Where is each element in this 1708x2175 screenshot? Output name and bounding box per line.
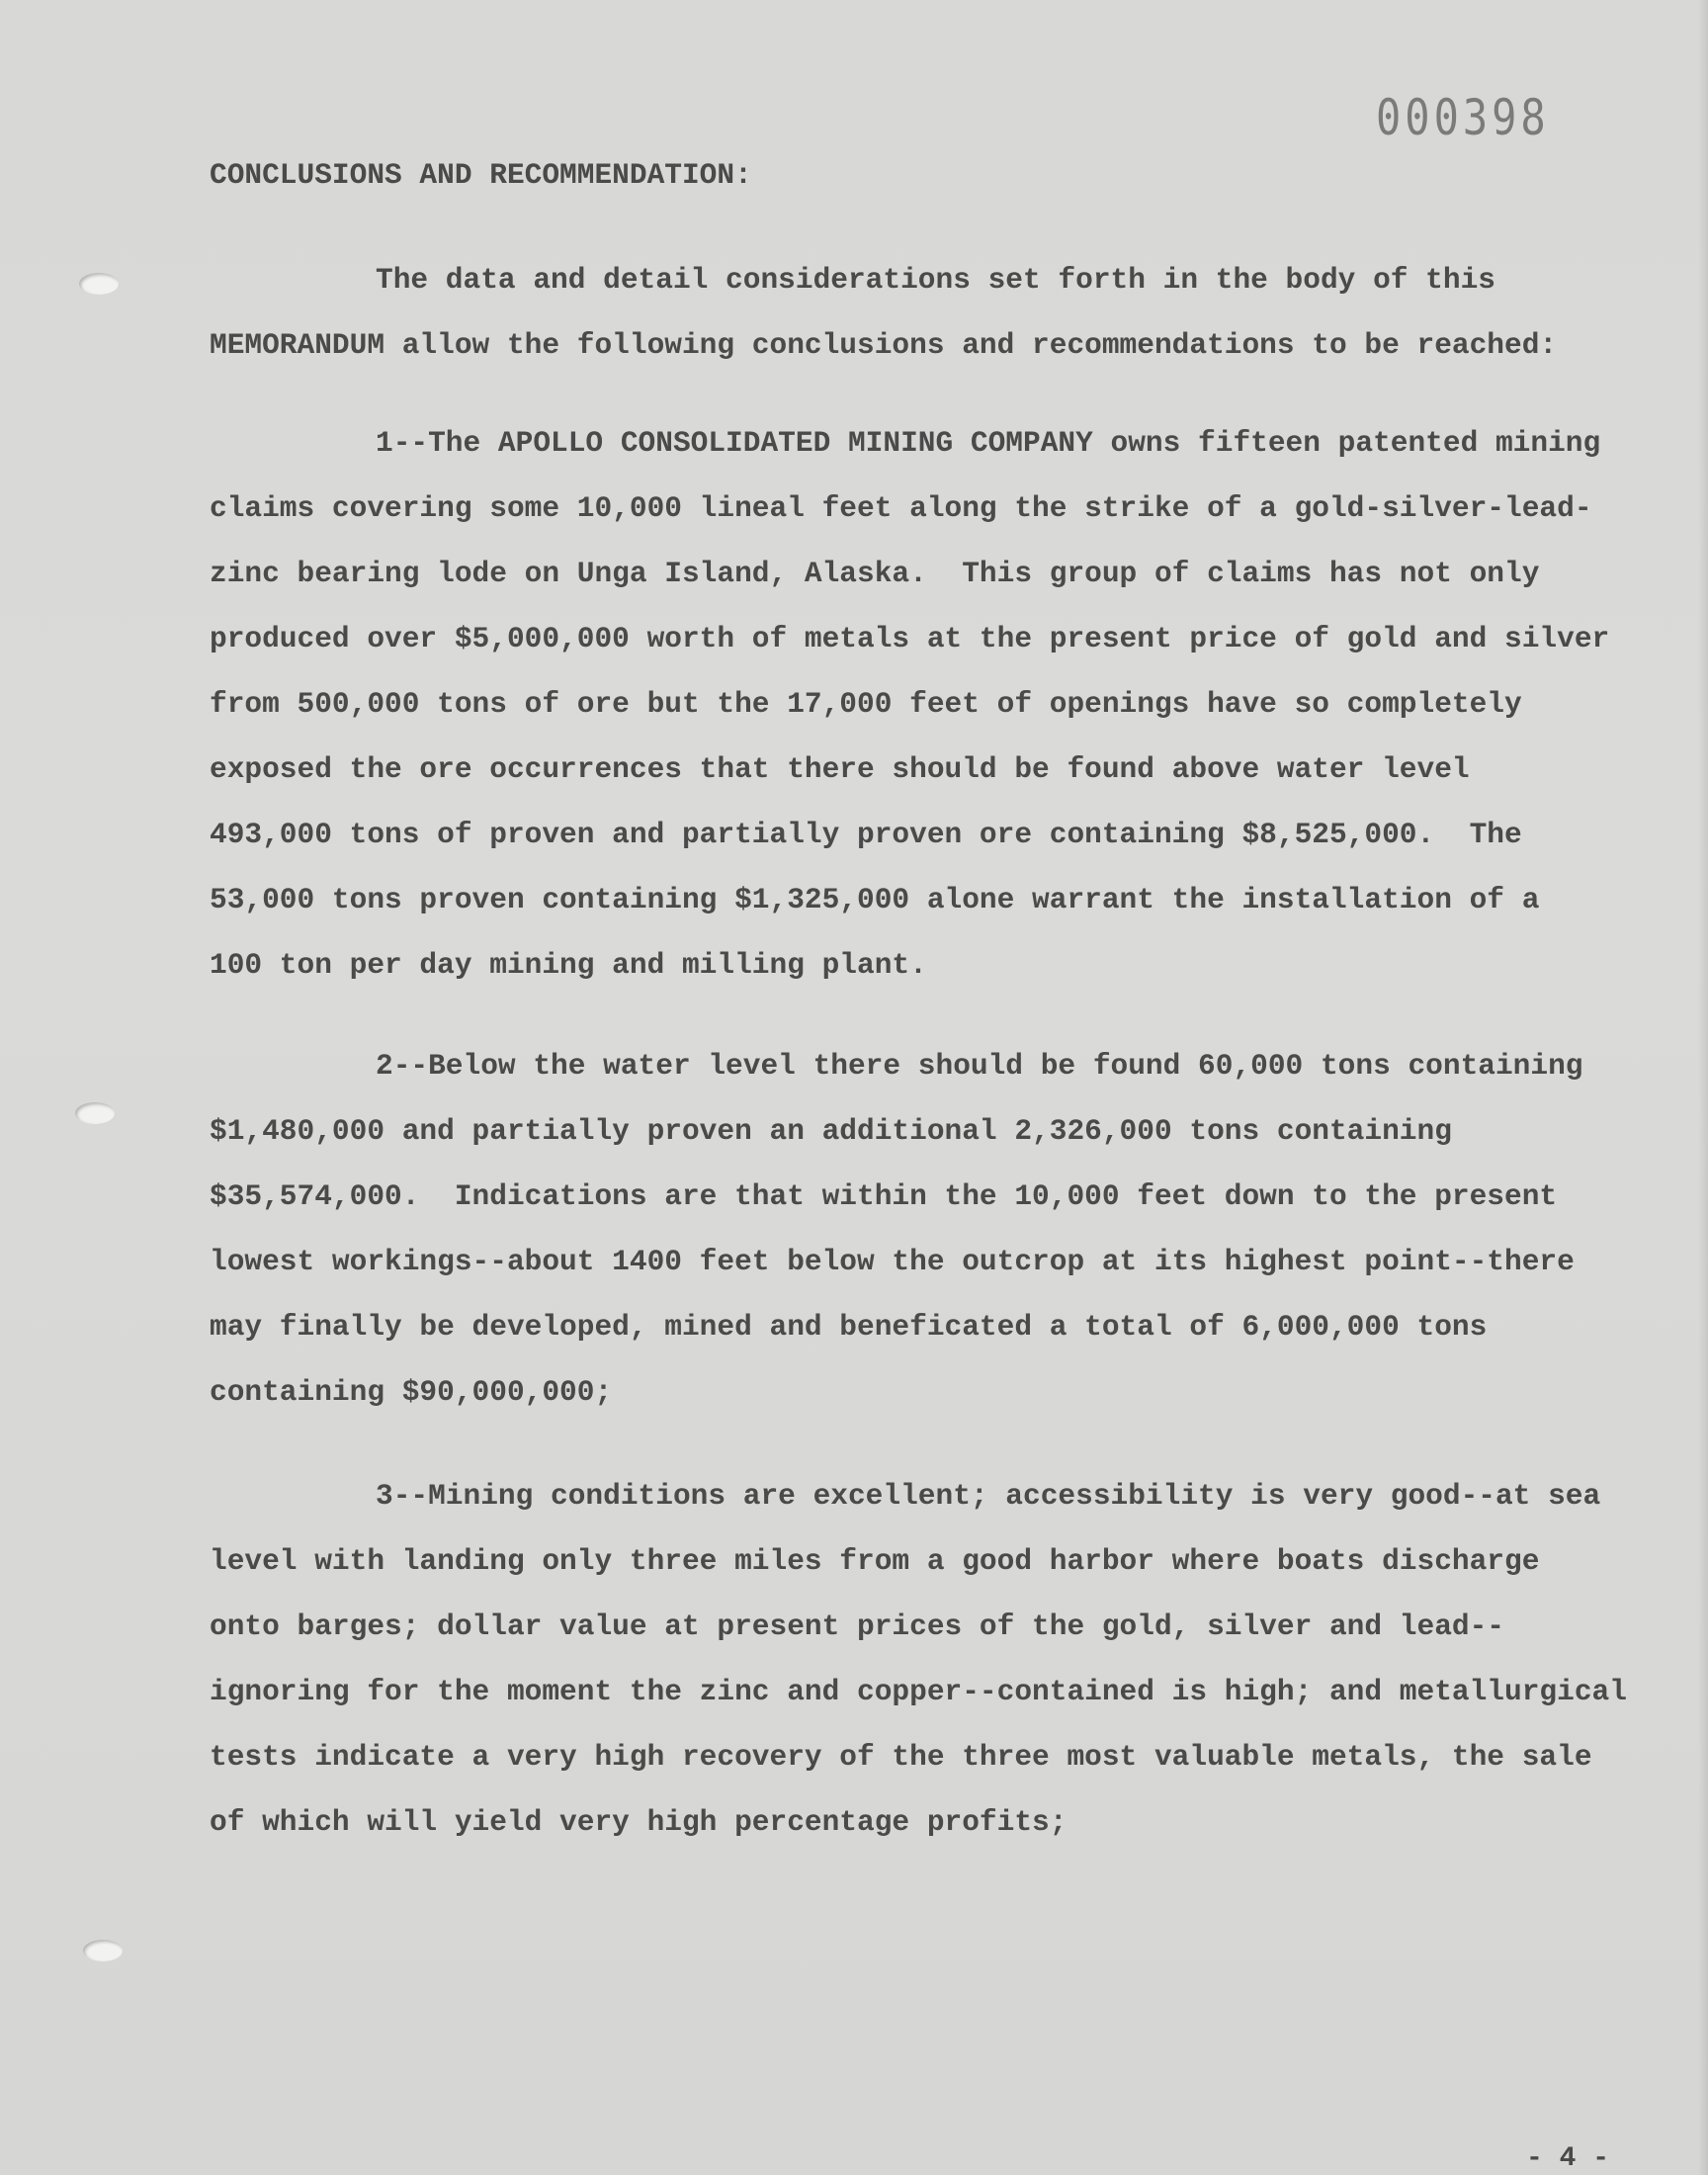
paragraph-line: 100 ton per day mining and milling plant. xyxy=(210,948,927,982)
conclusion-paragraph-3 xyxy=(210,1463,1627,1855)
paragraph-line: $35,574,000. Indications are that within the 10,000 feet down to the present xyxy=(210,1179,1558,1213)
paragraph-line: tests indicate a very high recovery of the three most valuable metals, the sale xyxy=(210,1740,1592,1774)
paragraph-line: lowest workings--about 1400 feet below the outcrop at its highest point--there xyxy=(210,1245,1575,1278)
paragraph-line: may finally be developed, mined and beneficated a total of 6,000,000 tons xyxy=(210,1310,1488,1344)
punch-hole-middle xyxy=(75,1102,115,1124)
paragraph-line: produced over $5,000,000 worth of metals at the present price of gold and silver xyxy=(210,622,1610,655)
paragraph-line: 3--Mining conditions are excellent; accessibility is very good--at sea xyxy=(376,1479,1601,1513)
paragraph-line: from 500,000 tons of ore but the 17,000 feet of openings have so completely xyxy=(210,687,1522,721)
conclusion-paragraph-2 xyxy=(210,1033,1583,1425)
paragraph-line: ignoring for the moment the zinc and copper--contained is high; and metallurgical xyxy=(210,1675,1627,1708)
document-stamp-number: 000398 xyxy=(1376,89,1550,146)
intro-line: MEMORANDUM allow the following conclusions and recommendations to be reached: xyxy=(210,328,1558,362)
page-number: - 4 - xyxy=(1526,2143,1610,2174)
paragraph-line: level with landing only three miles from a good harbor where boats discharge xyxy=(210,1544,1540,1578)
paragraph-line: 53,000 tons proven containing $1,325,000 alone warrant the installation of a xyxy=(210,883,1540,916)
paragraph-line: containing $90,000,000; xyxy=(210,1375,613,1409)
intro-line: The data and detail considerations set forth in the body of this xyxy=(376,263,1495,297)
paragraph-line: of which will yield very high percentage profits; xyxy=(210,1805,1068,1839)
page-edge-shadow xyxy=(1698,0,1708,2175)
punch-hole-bottom xyxy=(83,1940,123,1961)
paragraph-line: zinc bearing lode on Unga Island, Alaska. This group of claims has not only xyxy=(210,557,1540,590)
section-heading: CONCLUSIONS AND RECOMMENDATION: xyxy=(210,158,752,192)
punch-hole-top xyxy=(79,273,119,295)
paragraph-line: onto barges; dollar value at present prices of the gold, silver and lead-- xyxy=(210,1610,1505,1643)
paragraph-line: $1,480,000 and partially proven an additional 2,326,000 tons containing xyxy=(210,1114,1452,1148)
paragraph-line: 493,000 tons of proven and partially proven ore containing $8,525,000. The xyxy=(210,818,1522,851)
paragraph-line: claims covering some 10,000 lineal feet along the strike of a gold-silver-lead- xyxy=(210,491,1592,525)
conclusion-paragraph-1 xyxy=(210,410,1610,998)
paragraph-line: 2--Below the water level there should be found 60,000 tons containing xyxy=(376,1049,1583,1083)
paragraph-line: 1--The APOLLO CONSOLIDATED MINING COMPANY owns fifteen patented mining xyxy=(376,426,1601,460)
intro-paragraph xyxy=(210,247,1558,378)
paragraph-line: exposed the ore occurrences that there should be found above water level xyxy=(210,752,1470,786)
